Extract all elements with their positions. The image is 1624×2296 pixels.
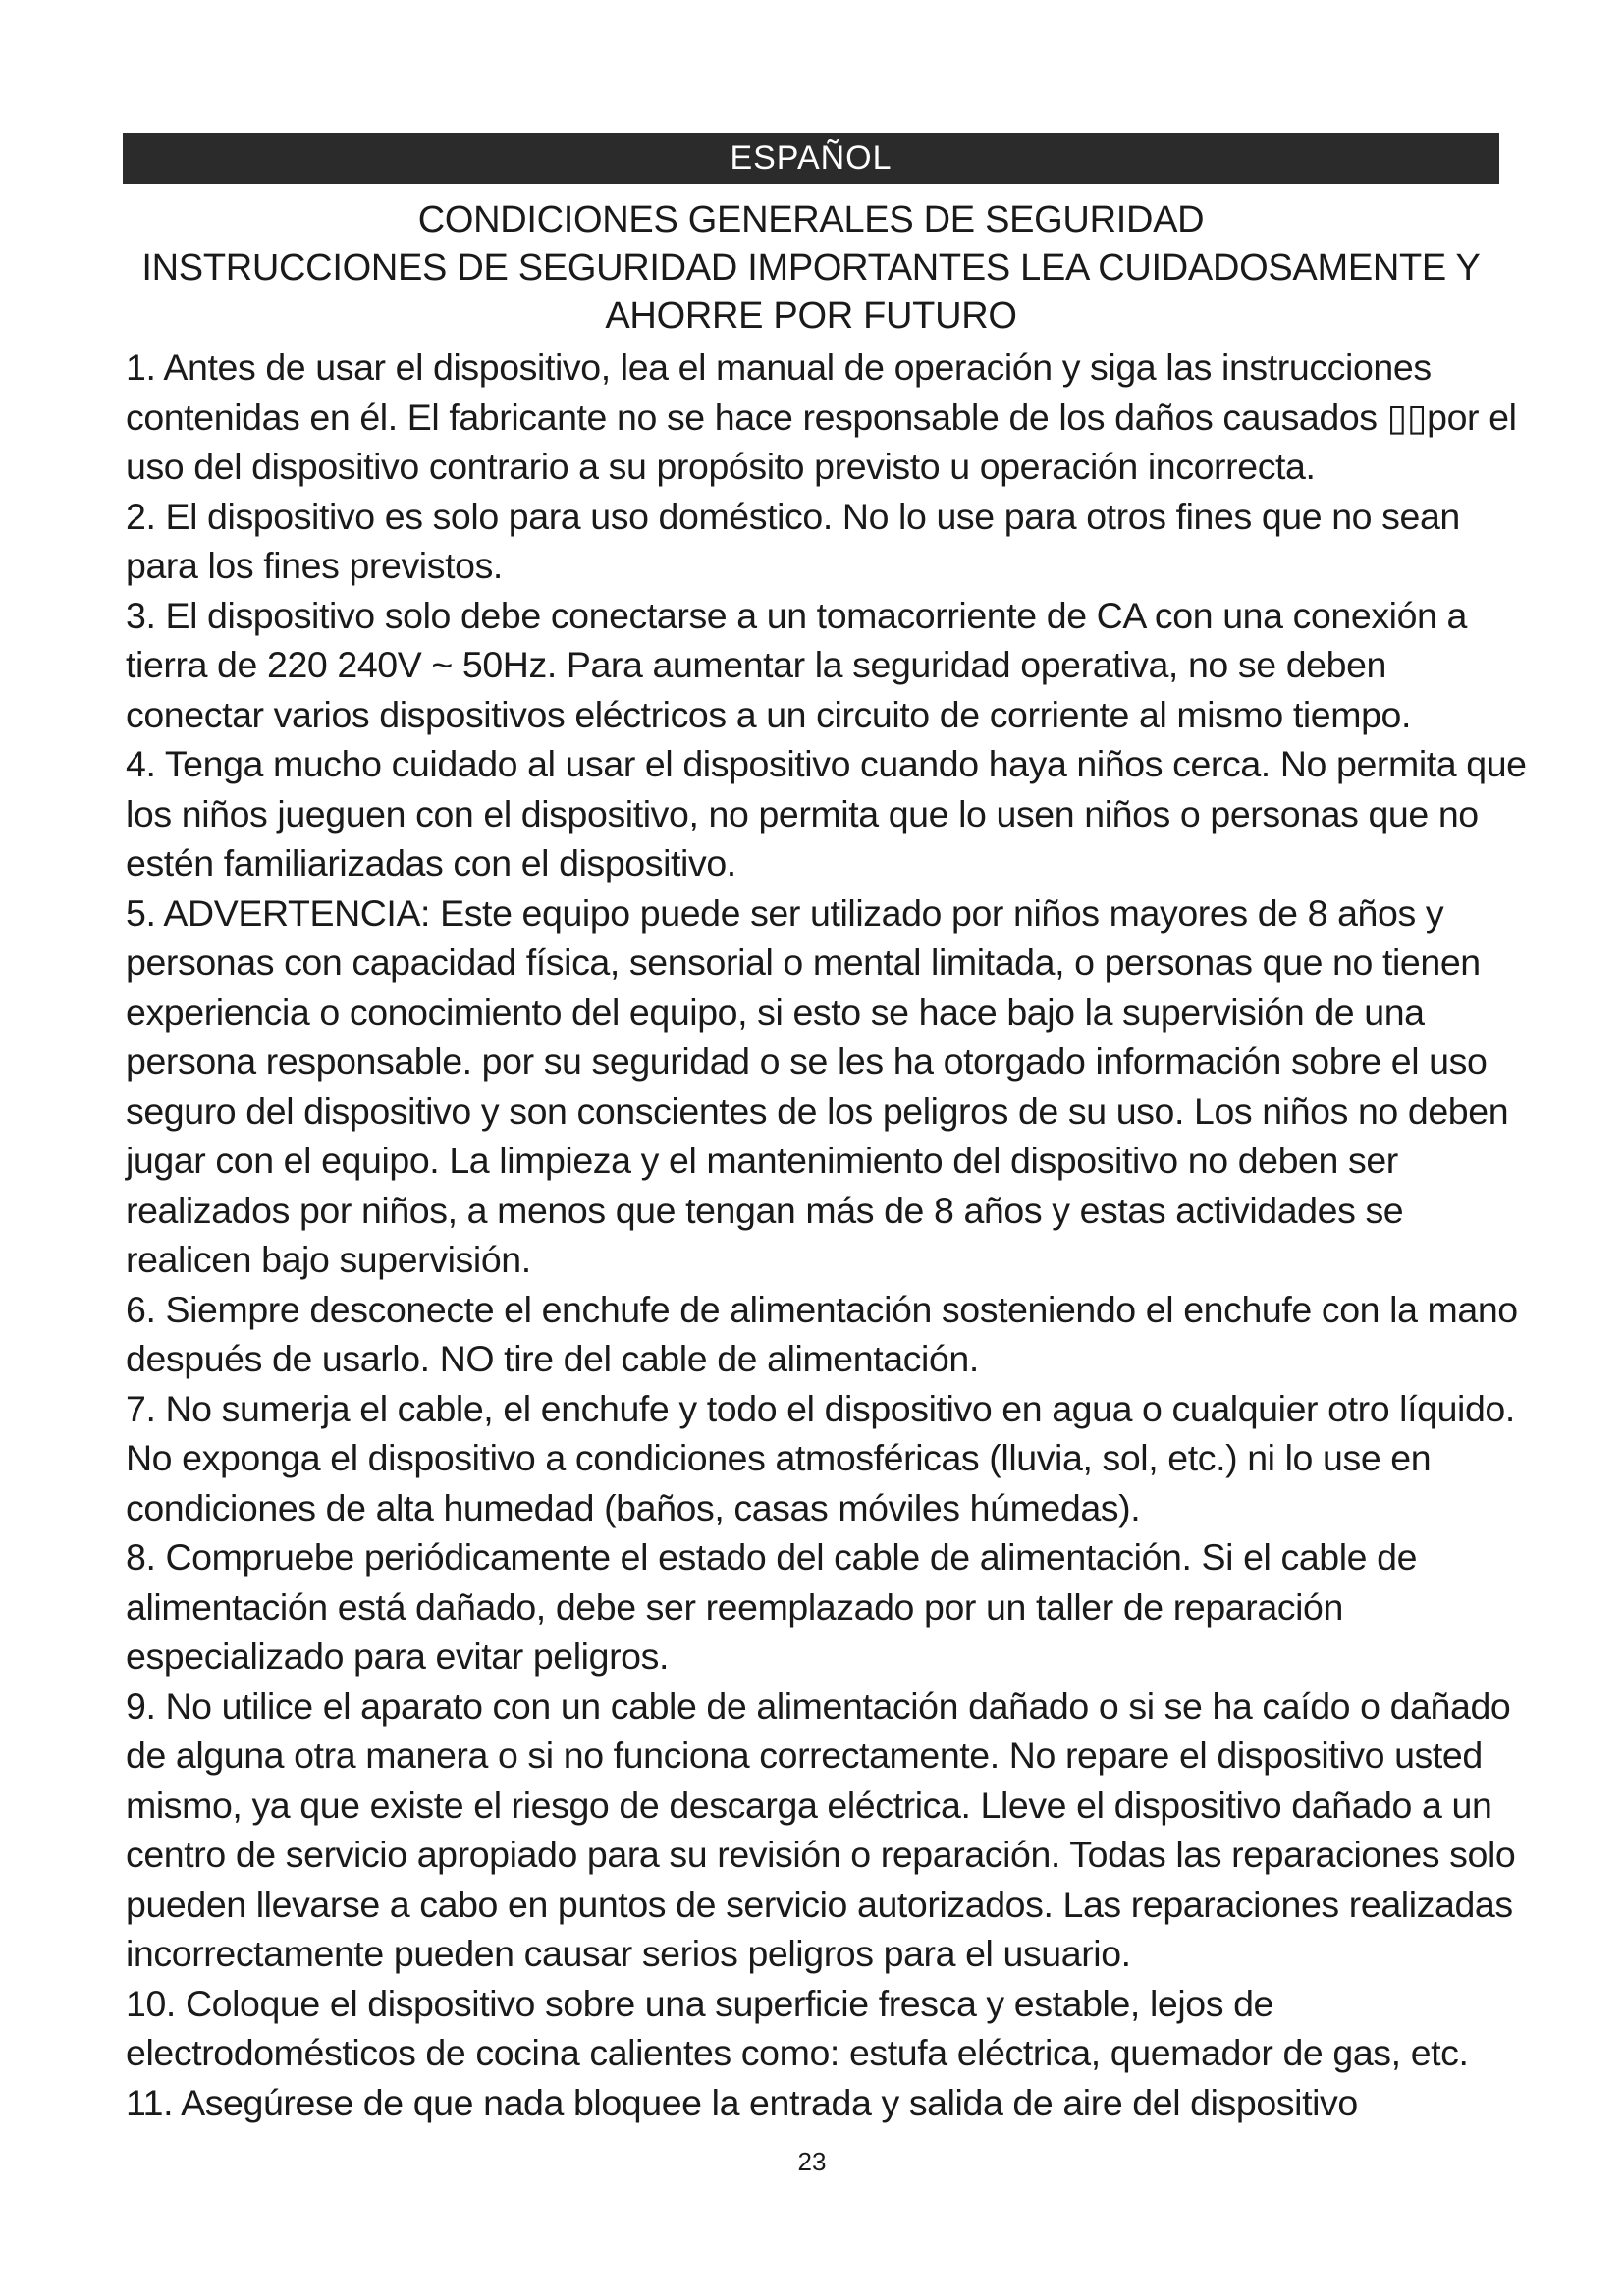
text-line: 6. Siempre desconecte el enchufe de alimentación sosteniendo el enchufe con la mano: [126, 1288, 1518, 1330]
text-line: conectar varios dispositivos eléctricos a un circuito de corriente al mismo tiempo.: [126, 693, 1412, 735]
text-line: 7. No sumerja el cable, el enchufe y todo el dispositivo en agua o cualquier otro líquido.: [126, 1387, 1515, 1429]
text-line: los niños jueguen con el dispositivo, no permita que lo usen niños o personas que no: [126, 792, 1479, 834]
text-line: 2. El dispositivo es solo para uso doméstico. No lo use para otros fines que no sean: [126, 495, 1460, 537]
text-line: personas con capacidad física, sensorial o mental limitada, o personas que no tienen: [126, 941, 1481, 983]
text-line: condiciones de alta humedad (baños, casas móviles húmedas).: [126, 1486, 1141, 1528]
text-line: realicen bajo supervisión.: [126, 1239, 531, 1280]
text-line: estén familiarizadas con el dispositivo.: [126, 842, 736, 883]
text-line: contenidas en él. El fabricante no se hace responsable de los daños causados ▯▯por el: [126, 396, 1517, 438]
text-line: 8. Compruebe periódicamente el estado del cable de alimentación. Si el cable de: [126, 1536, 1418, 1577]
section-title: [123, 196, 1499, 341]
text-line: centro de servicio apropiado para su revisión o reparación. Todas las reparaciones solo: [126, 1834, 1516, 1875]
text-line: mismo, ya que existe el riesgo de descarga eléctrica. Lleve el dispositivo dañado a un: [126, 1784, 1492, 1826]
title-line-2: INSTRUCCIONES DE SEGURIDAD IMPORTANTES LEA CUIDADOSAMENTE Y: [141, 247, 1481, 289]
text-line: de alguna otra manera o si no funciona correctamente. No repare el dispositivo usted: [126, 1735, 1483, 1776]
text-line: 1. Antes de usar el dispositivo, lea el manual de operación y siga las instrucciones: [126, 347, 1432, 388]
text-line: pueden llevarse a cabo en puntos de servicio autorizados. Las reparaciones realizadas: [126, 1883, 1513, 1925]
text-line: tierra de 220 240V ~ 50Hz. Para aumentar la seguridad operativa, no se deben: [126, 644, 1387, 685]
language-header-bar: ESPAÑOL: [123, 133, 1499, 184]
text-line: persona responsable. por su seguridad o se les ha otorgado información sobre el uso: [126, 1041, 1488, 1082]
text-line: para los fines previstos.: [126, 545, 503, 586]
safety-instructions-text: [126, 343, 1527, 2127]
title-line-3: AHORRE POR FUTURO: [605, 295, 1017, 337]
text-line: incorrectamente pueden causar serios peligros para el usuario.: [126, 1933, 1131, 1974]
text-line: No exponga el dispositivo a condiciones atmosféricas (lluvia, sol, etc.) ni lo use en: [126, 1437, 1432, 1478]
text-line: 9. No utilice el aparato con un cable de alimentación dañado o si se ha caído o dañado: [126, 1684, 1511, 1727]
text-line: 11. Asegúrese de que nada bloquee la entrada y salida de aire del dispositivo: [126, 2081, 1358, 2123]
text-line: jugar con el equipo. La limpieza y el mantenimiento del dispositivo no deben ser: [126, 1140, 1398, 1181]
text-line: después de usarlo. NO tire del cable de alimentación.: [126, 1338, 979, 1379]
text-line: especializado para evitar peligros.: [126, 1635, 669, 1677]
text-line: realizados por niños, a menos que tengan más de 8 años y estas actividades se: [126, 1189, 1404, 1231]
text-line: 3. El dispositivo solo debe conectarse a un tomacorriente de CA con una conexión a: [126, 594, 1467, 636]
text-line: experiencia o conocimiento del equipo, si esto se hace bajo la supervisión de una: [126, 990, 1425, 1033]
text-line: electrodomésticos de cocina calientes como: estufa eléctrica, quemador de gas, etc.: [126, 2032, 1469, 2073]
text-line: 5. ADVERTENCIA: Este equipo puede ser utilizado por niños mayores de 8 años y: [126, 891, 1444, 934]
text-line: uso del dispositivo contrario a su propósito previsto u operación incorrecta.: [126, 446, 1316, 487]
text-line: 10. Coloque el dispositivo sobre una superficie fresca y estable, lejos de: [126, 1982, 1274, 2024]
text-line: 4. Tenga mucho cuidado al usar el dispositivo cuando haya niños cerca. No permita que: [126, 743, 1527, 784]
text-line: seguro del dispositivo y son conscientes de los peligros de su uso. Los niños no deben: [126, 1090, 1509, 1132]
page-number: 23: [797, 2147, 827, 2176]
text-line: alimentación está dañado, debe ser reemplazado por un taller de reparación: [126, 1585, 1343, 1628]
title-line-1: CONDICIONES GENERALES DE SEGURIDAD: [417, 199, 1205, 240]
